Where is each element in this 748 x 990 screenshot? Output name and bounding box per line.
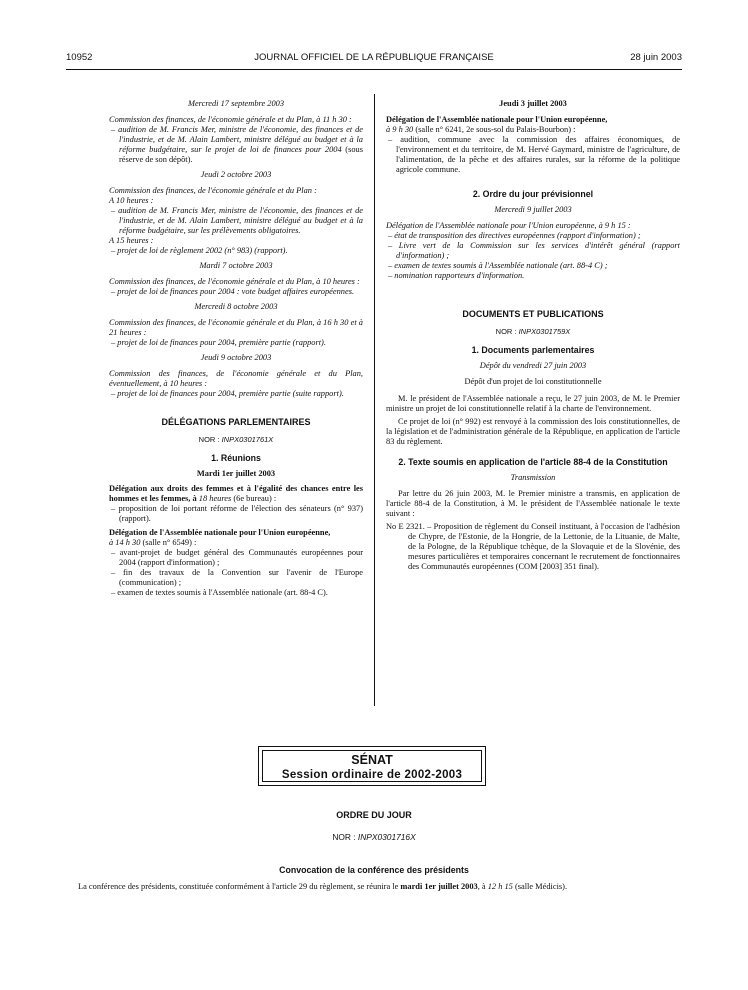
subsection-title: 1. Réunions xyxy=(211,453,261,463)
commission-line: Commission des finances, de l'économie générale et du Plan, à 11 h 30 : xyxy=(109,115,352,124)
page-header xyxy=(66,52,682,68)
date-heading: Mercredi 8 octobre 2003 xyxy=(194,302,278,311)
journal-title: JOURNAL OFFICIEL DE LA RÉPUBLIQUE FRANÇAISE xyxy=(254,52,494,63)
convocation-title: Convocation de la conférence des présidents xyxy=(279,865,469,875)
senat-box xyxy=(258,746,486,786)
nor-reference: NOR : INPX0301761X xyxy=(198,435,274,444)
transmission-heading: Transmission xyxy=(510,473,556,482)
page-number: 10952 xyxy=(66,52,93,63)
session-title: Session ordinaire de 2002-2003 xyxy=(281,769,463,781)
date-heading: Jeudi 9 octobre 2003 xyxy=(200,353,272,362)
agenda-item: – examen de textes soumis à l'Assemblée nationale (art. 88-4 C) ; xyxy=(388,261,608,270)
senat-title: SÉNAT xyxy=(351,753,393,767)
date-heading: Mardi 1er juillet 2003 xyxy=(196,469,276,478)
subsection-title: 2. Texte soumis en application de l'article 88-4 de la Constitution xyxy=(398,457,668,467)
delegation-line: Délégation de l'Assemblée nationale pour l'Union européenne, xyxy=(386,115,608,124)
commission-line: Commission des finances, de l'économie générale et du Plan, à 10 heures : xyxy=(109,277,360,286)
agenda-item: – fin des travaux de la Convention sur l'avenir de l'Europe (communication) ; xyxy=(111,568,363,587)
delegation-line: Délégation aux droits des femmes et à l'égalité des chances entre les hommes et les femmes, à 18 heures (6e bureau) : xyxy=(109,484,363,503)
date-heading: Mercredi 9 juillet 2003 xyxy=(494,205,572,214)
paragraph: M. le président de l'Assemblée nationale a reçu, le 27 juin 2003, de M. le Premier ministre un projet de loi constitutionnelle relatif à la charte de l'environnement. xyxy=(386,394,680,413)
date-heading: Jeudi 3 juillet 2003 xyxy=(499,99,567,108)
time-line: à 14 h 30 (salle n° 6549) : xyxy=(109,538,197,547)
delegation-line: Délégation de l'Assemblée nationale pour l'Union européenne, à 9 h 15 : xyxy=(386,221,631,230)
issue-date: 28 juin 2003 xyxy=(630,52,682,63)
subsection-title: 1. Documents parlementaires xyxy=(471,345,595,355)
commission-line: Commission des finances, de l'économie générale et du Plan : xyxy=(109,186,317,195)
column-divider xyxy=(374,94,375,706)
agenda-item: – projet de loi de finances pour 2004, première partie (suite rapport). xyxy=(111,389,344,398)
agenda-item: – audition de M. Francis Mer, ministre de l'économie, des finances et de l'industrie, et de M. Alain Lambert, ministre délégué au budget et à la réforme budgétaire, sur le projet de loi de finances pour 2004 (sous réserve de son dépôt). xyxy=(111,125,363,164)
convocation-paragraph: La conférence des présidents, constituée conformément à l'article 29 du règlement, se réunira le mardi 1er juillet 2003, à 12 h 15 (salle Médicis). xyxy=(78,882,568,891)
agenda-item: – projet de loi de règlement 2002 (n° 983) (rapport). xyxy=(111,246,288,255)
nor-reference: NOR : INPX0301759X xyxy=(495,327,571,336)
left-column xyxy=(109,99,363,598)
date-heading: Mardi 7 octobre 2003 xyxy=(199,261,273,270)
order-of-day-title: ORDRE DU JOUR xyxy=(336,810,412,820)
agenda-item: – proposition de loi portant réforme de l'élection des sénateurs (n° 937) (rapport). xyxy=(111,504,363,523)
date-heading: Dépôt du vendredi 27 juin 2003 xyxy=(479,361,587,370)
commission-line: Commission des finances, de l'économie générale et du Plan, à 16 h 30 et à 21 heures : xyxy=(109,318,363,337)
agenda-item: – examen de textes soumis à l'Assemblée nationale (art. 88-4 C). xyxy=(111,588,328,597)
header-rule xyxy=(66,69,682,70)
agenda-item: – audition, commune avec la commission des affaires économiques, de l'environnement et du territoire, de M. Hervé Gaymard, ministre de l'agriculture, de l'alimentation, de la pêche et des affaires rurales, sur la réforme de la politique agricole commune. xyxy=(388,135,680,174)
time-line: A 15 heures : xyxy=(109,236,154,245)
paragraph: Par lettre du 26 juin 2003, M. le Premier ministre a transmis, en application de l'article 88-4 de la Constitution, à M. le président de l'Assemblée nationale le texte suivant : xyxy=(386,489,680,518)
right-column xyxy=(386,99,680,572)
section-title: DÉLÉGATIONS PARLEMENTAIRES xyxy=(161,417,311,427)
time-line: A 10 heures : xyxy=(109,196,154,205)
nor-reference: NOR : INPX0301716X xyxy=(332,832,416,842)
agenda-item: – projet de loi de finances pour 2004 : vote budget affaires européennes. xyxy=(111,287,355,296)
agenda-item: – état de transposition des directives européennes (rapport d'information) ; xyxy=(388,231,641,240)
agenda-item: – nomination rapporteurs d'information. xyxy=(388,271,525,280)
delegation-line: Délégation de l'Assemblée nationale pour l'Union européenne, xyxy=(109,528,331,537)
date-heading: Mercredi 17 septembre 2003 xyxy=(187,99,285,108)
date-heading: Jeudi 2 octobre 2003 xyxy=(200,170,272,179)
agenda-item: – audition de M. Francis Mer, ministre de l'économie, des finances et de l'industrie, et de M. Alain Lambert, ministre délégué au budget et à la réforme budgétaire, sur les prélèvements obligatoires. xyxy=(111,206,363,235)
time-line: à 9 h 30 (salle n° 6241, 2e sous-sol du Palais-Bourbon) : xyxy=(386,125,576,134)
section-title: DOCUMENTS ET PUBLICATIONS xyxy=(462,309,604,319)
deposit-subject: Dépôt d'un projet de loi constitutionnelle xyxy=(464,377,602,386)
agenda-item: – projet de loi de finances pour 2004, première partie (rapport). xyxy=(111,338,326,347)
subsection-title: 2. Ordre du jour prévisionnel xyxy=(472,189,594,199)
agenda-item: – avant-projet de budget général des Communautés européennes pour 2004 (rapport d'information) ; xyxy=(111,548,363,567)
commission-line: Commission des finances, de l'économie générale et du Plan, éventuellement, à 10 heures : xyxy=(109,369,363,388)
document-entry: No E 2321. – Proposition de règlement du Conseil instituant, à l'occasion de l'adhésion de Chypre, de l'Estonie, de la Hongrie, de la Lettonie, de la Lituanie, de Malte, de la Pologne, de la République tchèque, de la Slovaquie et de la Slovénie, des mesures particulières et temporaires concernant le recrutement de fonctionnaires des Communautés européennes (COM [2003] 351 final). xyxy=(386,522,680,571)
paragraph: Ce projet de loi (n° 992) est renvoyé à la commission des lois constitutionnelles, de la législation et de l'administration générale de la République, en application de l'article 83 du règlement. xyxy=(386,417,680,446)
agenda-item: – Livre vert de la Commission sur les services d'intérêt général (rapport d'information) ; xyxy=(388,241,680,260)
